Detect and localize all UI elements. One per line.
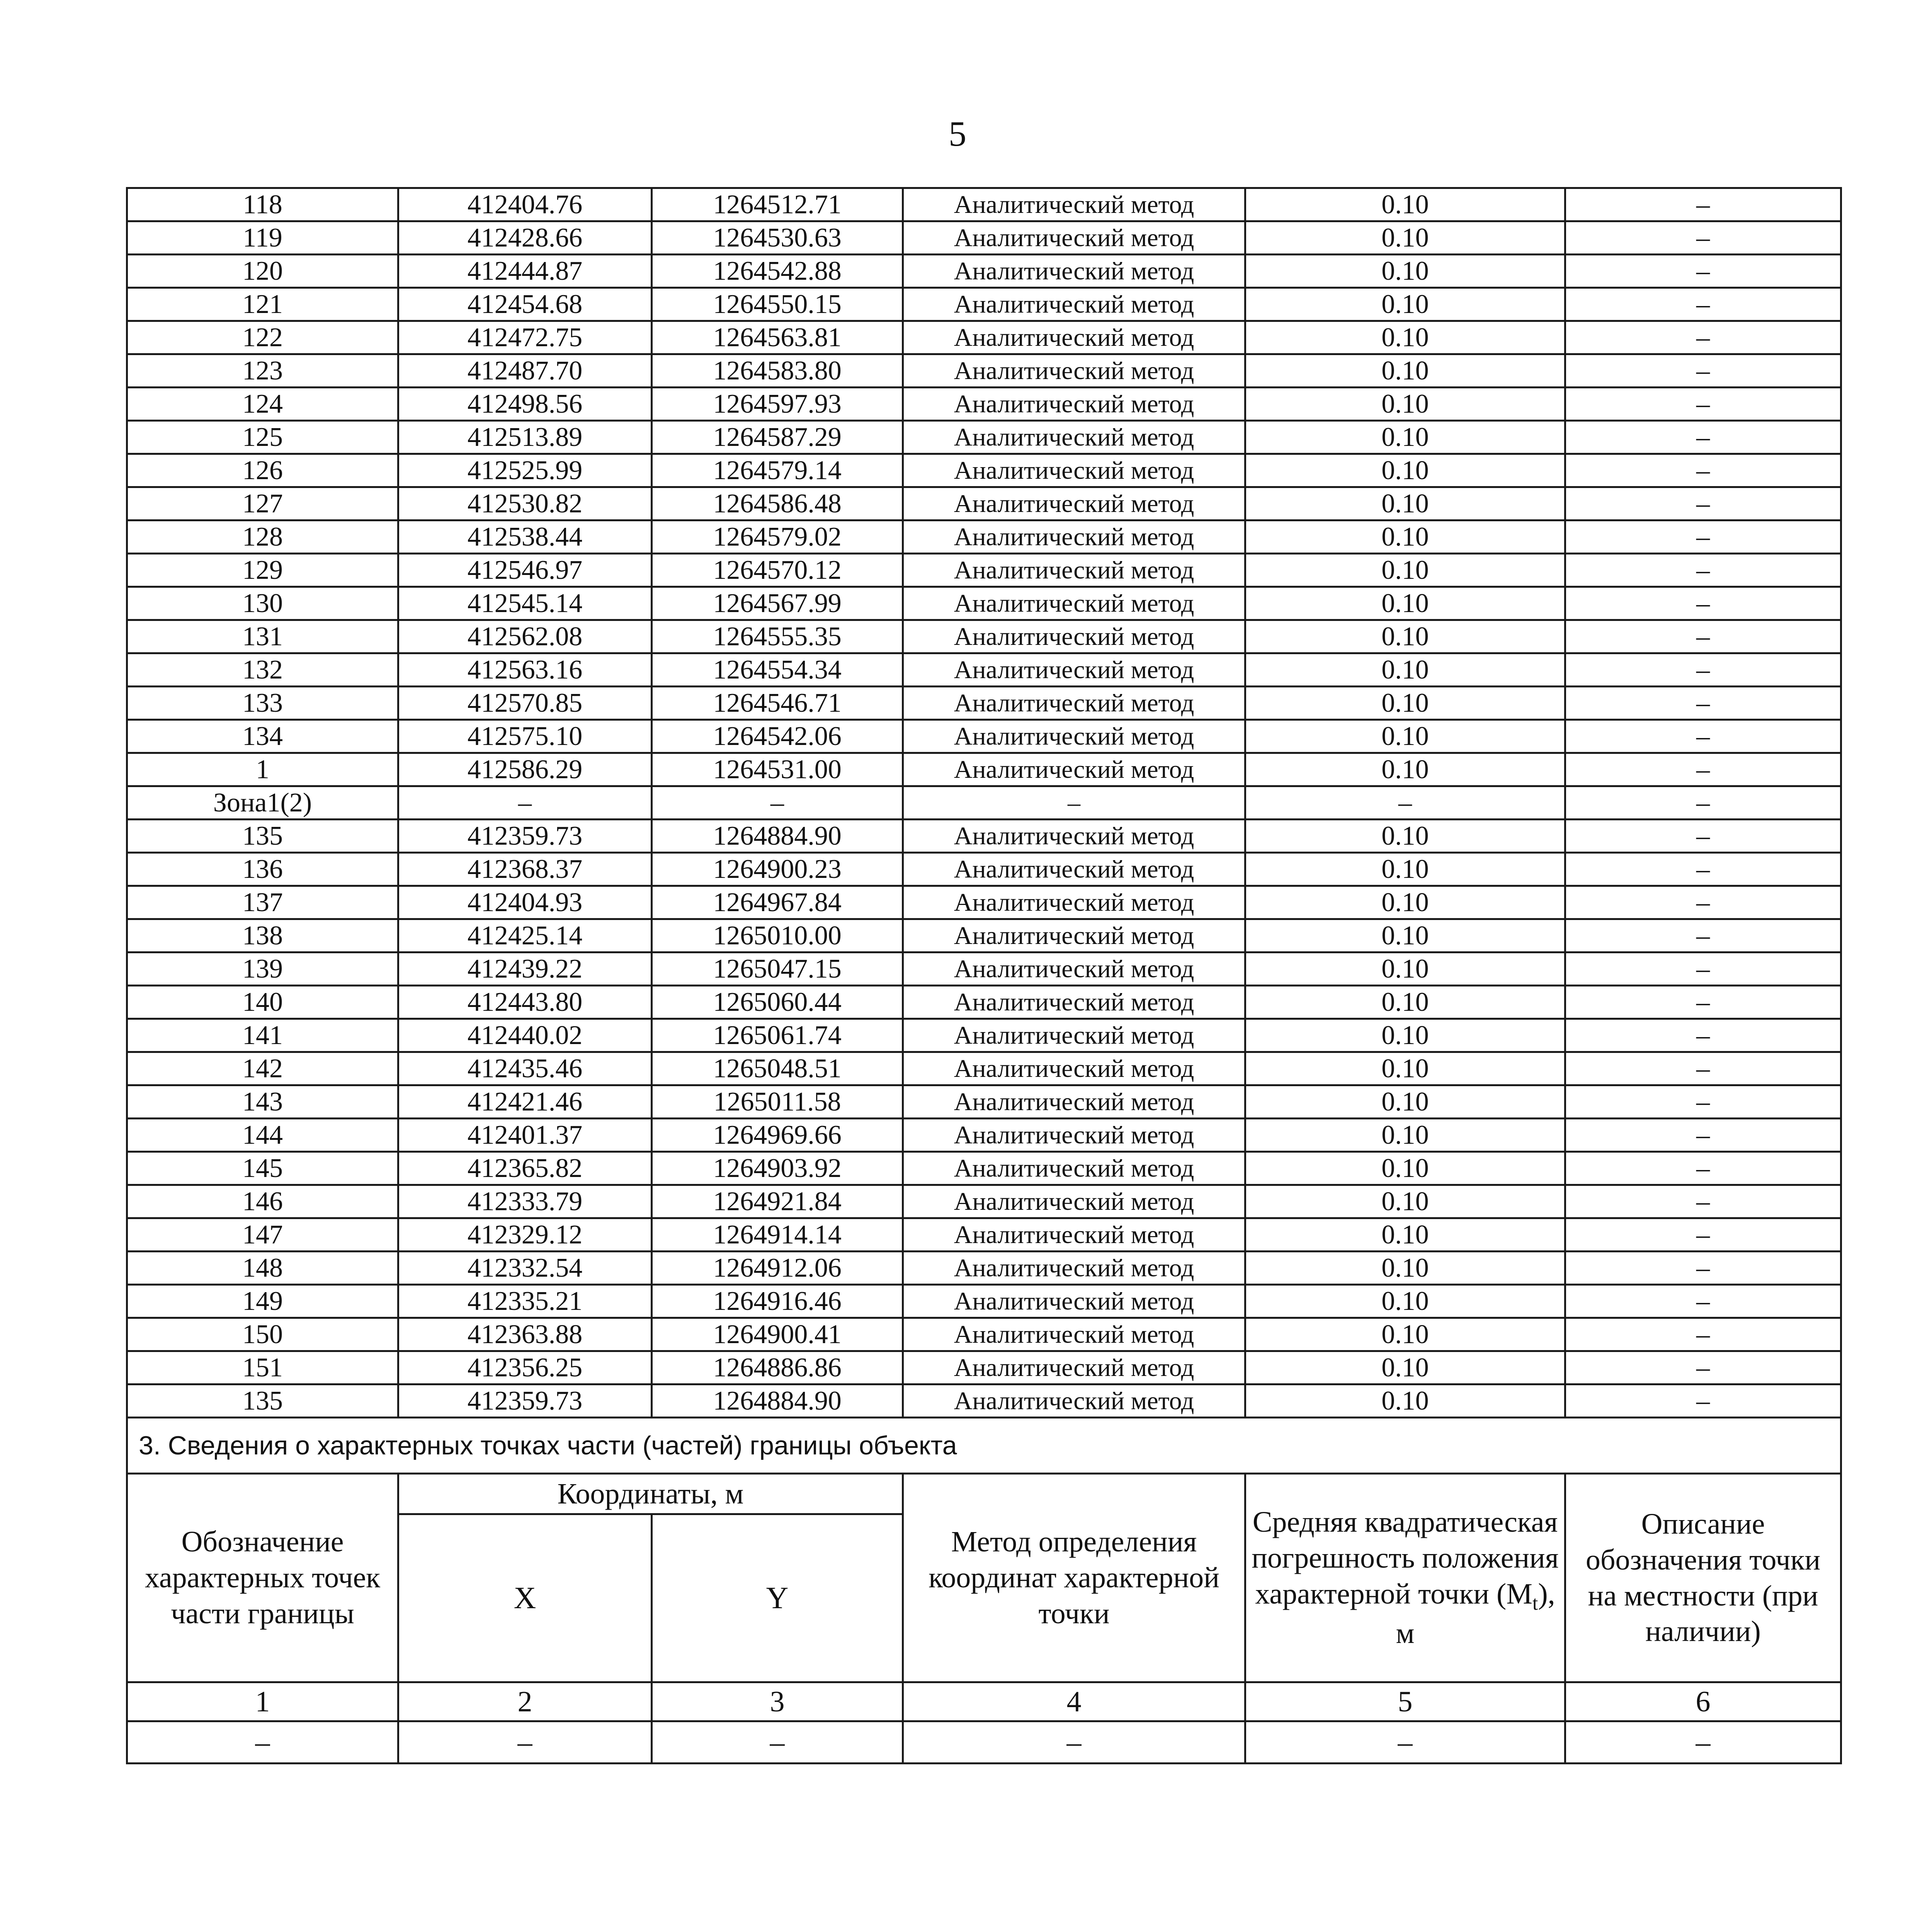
header-x: X (398, 1514, 652, 1682)
cell-y-coordinate: 1264969.66 (652, 1119, 903, 1152)
cell-error: 0.10 (1245, 554, 1565, 587)
cell-description: – (1565, 1218, 1841, 1252)
cell-description: – (1565, 1052, 1841, 1085)
cell-error: 0.10 (1245, 919, 1565, 952)
cell-error: 0.10 (1245, 1085, 1565, 1119)
cell-error: 0.10 (1245, 1218, 1565, 1252)
cell-x-coordinate: 412546.97 (398, 554, 652, 587)
cell-error: 0.10 (1245, 321, 1565, 354)
cell-method: Аналитический метод (903, 487, 1245, 520)
cell-y-coordinate: 1265010.00 (652, 919, 903, 952)
table-row (127, 753, 1841, 786)
cell-x-coordinate: 412363.88 (398, 1318, 652, 1351)
cell-point-id: 134 (127, 720, 398, 753)
cell-x-coordinate: 412404.93 (398, 886, 652, 919)
cell-point-id: 132 (127, 653, 398, 687)
cell-point-id: 128 (127, 520, 398, 554)
cell-description: – (1565, 786, 1841, 820)
cell-method: Аналитический метод (903, 720, 1245, 753)
table-row (127, 1085, 1841, 1119)
cell-x-coordinate: 412335.21 (398, 1285, 652, 1318)
header-point-designation: Обозначение характерных точек части границы (127, 1474, 398, 1682)
cell-point-id: 129 (127, 554, 398, 587)
cell-y-coordinate: 1264886.86 (652, 1351, 903, 1384)
cell-method: Аналитический метод (903, 753, 1245, 786)
cell-point-id: 150 (127, 1318, 398, 1351)
cell-description: – (1565, 221, 1841, 255)
cell-description: – (1565, 653, 1841, 687)
table-row (127, 687, 1841, 720)
table-row (127, 820, 1841, 853)
cell-y-coordinate: 1264586.48 (652, 487, 903, 520)
cell-method: Аналитический метод (903, 288, 1245, 321)
cell-point-id: 119 (127, 221, 398, 255)
table-row (127, 520, 1841, 554)
table-row (127, 354, 1841, 388)
cell-x-coordinate: 412562.08 (398, 620, 652, 653)
cell-y-coordinate: 1264916.46 (652, 1285, 903, 1318)
cell-point-id: 120 (127, 255, 398, 288)
cell-method: Аналитический метод (903, 886, 1245, 919)
cell-point-id: 148 (127, 1252, 398, 1285)
empty-cell-method: – (903, 1721, 1245, 1764)
cell-error: 0.10 (1245, 255, 1565, 288)
cell-description: – (1565, 986, 1841, 1019)
cell-point-id: 138 (127, 919, 398, 952)
cell-x-coordinate: 412444.87 (398, 255, 652, 288)
cell-y-coordinate: 1264531.00 (652, 753, 903, 786)
cell-y-coordinate: 1264550.15 (652, 288, 903, 321)
empty-cell-x: – (398, 1721, 652, 1764)
cell-x-coordinate: – (398, 786, 652, 820)
cell-description: – (1565, 952, 1841, 986)
table-row (127, 1119, 1841, 1152)
cell-error: 0.10 (1245, 1318, 1565, 1351)
cell-description: – (1565, 620, 1841, 653)
cell-method: Аналитический метод (903, 1152, 1245, 1185)
header-coordinates: Координаты, м (398, 1474, 903, 1514)
header-y: Y (652, 1514, 903, 1682)
cell-description: – (1565, 886, 1841, 919)
cell-error: 0.10 (1245, 820, 1565, 853)
cell-description: – (1565, 1351, 1841, 1384)
cell-point-id: 125 (127, 421, 398, 454)
cell-error: 0.10 (1245, 653, 1565, 687)
cell-method: Аналитический метод (903, 188, 1245, 221)
column-number-2: 2 (398, 1682, 652, 1721)
table-row (127, 288, 1841, 321)
cell-description: – (1565, 321, 1841, 354)
cell-point-id: 127 (127, 487, 398, 520)
cell-method: Аналитический метод (903, 1252, 1245, 1285)
cell-x-coordinate: 412404.76 (398, 188, 652, 221)
cell-x-coordinate: 412498.56 (398, 388, 652, 421)
cell-description: – (1565, 1119, 1841, 1152)
cell-x-coordinate: 412425.14 (398, 919, 652, 952)
cell-method: Аналитический метод (903, 1019, 1245, 1052)
cell-error: 0.10 (1245, 1351, 1565, 1384)
cell-error: 0.10 (1245, 753, 1565, 786)
column-number-6: 6 (1565, 1682, 1841, 1721)
cell-method: Аналитический метод (903, 1318, 1245, 1351)
cell-error: 0.10 (1245, 487, 1565, 520)
table-row (127, 1318, 1841, 1351)
cell-point-id: 151 (127, 1351, 398, 1384)
cell-error: 0.10 (1245, 886, 1565, 919)
cell-point-id: 135 (127, 1384, 398, 1418)
column-number-3: 3 (652, 1682, 903, 1721)
cell-x-coordinate: 412421.46 (398, 1085, 652, 1119)
table-row (127, 454, 1841, 487)
cell-method: Аналитический метод (903, 986, 1245, 1019)
cell-description: – (1565, 421, 1841, 454)
cell-point-id: 131 (127, 620, 398, 653)
cell-x-coordinate: 412329.12 (398, 1218, 652, 1252)
cell-x-coordinate: 412368.37 (398, 853, 652, 886)
table-row (127, 1384, 1841, 1418)
cell-description: – (1565, 1318, 1841, 1351)
cell-x-coordinate: 412365.82 (398, 1152, 652, 1185)
cell-y-coordinate: 1264579.02 (652, 520, 903, 554)
cell-error: 0.10 (1245, 620, 1565, 653)
cell-method: Аналитический метод (903, 1085, 1245, 1119)
cell-y-coordinate: 1264884.90 (652, 1384, 903, 1418)
cell-y-coordinate: 1264530.63 (652, 221, 903, 255)
table-row (127, 188, 1841, 221)
header-description: Описание обозначения точки на местности (при наличии) (1565, 1474, 1841, 1682)
table-row (127, 1285, 1841, 1318)
cell-method: Аналитический метод (903, 354, 1245, 388)
cell-point-id: 124 (127, 388, 398, 421)
header-error-unit: ), м (1396, 1577, 1555, 1650)
table-row (127, 255, 1841, 288)
column-number-1: 1 (127, 1682, 398, 1721)
section-3-title: 3. Сведения о характерных точках части (частей) границы объекта (127, 1418, 1841, 1474)
cell-y-coordinate: 1264570.12 (652, 554, 903, 587)
cell-point-id: 137 (127, 886, 398, 919)
cell-x-coordinate: 412487.70 (398, 354, 652, 388)
cell-method: Аналитический метод (903, 1218, 1245, 1252)
cell-y-coordinate: 1264555.35 (652, 620, 903, 653)
cell-method: Аналитический метод (903, 454, 1245, 487)
cell-x-coordinate: 412530.82 (398, 487, 652, 520)
table-row (127, 919, 1841, 952)
cell-y-coordinate: 1264583.80 (652, 354, 903, 388)
cell-y-coordinate: 1265048.51 (652, 1052, 903, 1085)
table-row (127, 1019, 1841, 1052)
cell-point-id: 143 (127, 1085, 398, 1119)
table-row (127, 720, 1841, 753)
table-row (127, 1052, 1841, 1085)
cell-y-coordinate: 1264912.06 (652, 1252, 903, 1285)
cell-description: – (1565, 1152, 1841, 1185)
cell-error: 0.10 (1245, 1285, 1565, 1318)
cell-point-id: 147 (127, 1218, 398, 1252)
cell-x-coordinate: 412401.37 (398, 1119, 652, 1152)
cell-method: Аналитический метод (903, 653, 1245, 687)
table-row (127, 487, 1841, 520)
cell-x-coordinate: 412332.54 (398, 1252, 652, 1285)
cell-description: – (1565, 1252, 1841, 1285)
cell-x-coordinate: 412538.44 (398, 520, 652, 554)
cell-point-id: 123 (127, 354, 398, 388)
cell-point-id: 126 (127, 454, 398, 487)
cell-error: 0.10 (1245, 587, 1565, 620)
empty-cell-error: – (1245, 1721, 1565, 1764)
cell-y-coordinate: 1265061.74 (652, 1019, 903, 1052)
cell-y-coordinate: 1264900.23 (652, 853, 903, 886)
cell-method: Аналитический метод (903, 388, 1245, 421)
cell-y-coordinate: 1264884.90 (652, 820, 903, 853)
cell-y-coordinate: 1264579.14 (652, 454, 903, 487)
cell-x-coordinate: 412586.29 (398, 753, 652, 786)
cell-method: Аналитический метод (903, 554, 1245, 587)
cell-x-coordinate: 412428.66 (398, 221, 652, 255)
cell-y-coordinate: 1264587.29 (652, 421, 903, 454)
column-number-5: 5 (1245, 1682, 1565, 1721)
cell-error: 0.10 (1245, 454, 1565, 487)
table-row (127, 986, 1841, 1019)
cell-y-coordinate: 1264903.92 (652, 1152, 903, 1185)
cell-method: Аналитический метод (903, 1285, 1245, 1318)
cell-method: Аналитический метод (903, 1052, 1245, 1085)
cell-description: – (1565, 388, 1841, 421)
cell-error: 0.10 (1245, 853, 1565, 886)
table-row (127, 421, 1841, 454)
cell-x-coordinate: 412545.14 (398, 587, 652, 620)
table-row (127, 952, 1841, 986)
cell-x-coordinate: 412359.73 (398, 1384, 652, 1418)
cell-x-coordinate: 412439.22 (398, 952, 652, 986)
cell-y-coordinate: 1264567.99 (652, 587, 903, 620)
cell-description: – (1565, 554, 1841, 587)
cell-error: 0.10 (1245, 221, 1565, 255)
cell-point-id: 133 (127, 687, 398, 720)
cell-error: 0.10 (1245, 520, 1565, 554)
cell-description: – (1565, 1185, 1841, 1218)
section-3 (127, 1418, 1841, 1764)
cell-description: – (1565, 1019, 1841, 1052)
table-row (127, 1218, 1841, 1252)
table-row (127, 1152, 1841, 1185)
cell-error: 0.10 (1245, 1152, 1565, 1185)
cell-y-coordinate: 1265060.44 (652, 986, 903, 1019)
cell-error: 0.10 (1245, 388, 1565, 421)
cell-description: – (1565, 288, 1841, 321)
cell-point-id: Зона1(2) (127, 786, 398, 820)
cell-description: – (1565, 1384, 1841, 1418)
cell-y-coordinate: – (652, 786, 903, 820)
cell-description: – (1565, 1085, 1841, 1119)
cell-y-coordinate: 1264542.88 (652, 255, 903, 288)
cell-error: 0.10 (1245, 720, 1565, 753)
cell-description: – (1565, 454, 1841, 487)
cell-error: 0.10 (1245, 1052, 1565, 1085)
cell-method: Аналитический метод (903, 221, 1245, 255)
cell-point-id: 149 (127, 1285, 398, 1318)
cell-x-coordinate: 412525.99 (398, 454, 652, 487)
cell-description: – (1565, 853, 1841, 886)
column-number-4: 4 (903, 1682, 1245, 1721)
table-row (127, 1185, 1841, 1218)
cell-point-id: 1 (127, 753, 398, 786)
cell-y-coordinate: 1264542.06 (652, 720, 903, 753)
table-row (127, 1351, 1841, 1384)
page-number: 5 (949, 114, 966, 153)
table-row (127, 853, 1841, 886)
cell-description: – (1565, 820, 1841, 853)
cell-error: 0.10 (1245, 1252, 1565, 1285)
cell-description: – (1565, 919, 1841, 952)
cell-point-id: 118 (127, 188, 398, 221)
cell-point-id: 144 (127, 1119, 398, 1152)
cell-x-coordinate: 412440.02 (398, 1019, 652, 1052)
empty-cell-y: – (652, 1721, 903, 1764)
table-row (127, 221, 1841, 255)
cell-y-coordinate: 1265047.15 (652, 952, 903, 986)
cell-x-coordinate: 412454.68 (398, 288, 652, 321)
empty-cell-point: – (127, 1721, 398, 1764)
empty-cell-description: – (1565, 1721, 1841, 1764)
cell-error: 0.10 (1245, 687, 1565, 720)
cell-method: Аналитический метод (903, 1384, 1245, 1418)
cell-error: – (1245, 786, 1565, 820)
cell-point-id: 146 (127, 1185, 398, 1218)
cell-x-coordinate: 412359.73 (398, 820, 652, 853)
cell-x-coordinate: 412435.46 (398, 1052, 652, 1085)
cell-error: 0.10 (1245, 1185, 1565, 1218)
header-method: Метод определения координат характерной точки (903, 1474, 1245, 1682)
header-error-subscript: t (1532, 1592, 1538, 1614)
cell-point-id: 141 (127, 1019, 398, 1052)
cell-method: Аналитический метод (903, 687, 1245, 720)
table-row (127, 620, 1841, 653)
cell-description: – (1565, 487, 1841, 520)
cell-error: 0.10 (1245, 188, 1565, 221)
table-row (127, 321, 1841, 354)
cell-x-coordinate: 412563.16 (398, 653, 652, 687)
cell-description: – (1565, 587, 1841, 620)
cell-y-coordinate: 1265011.58 (652, 1085, 903, 1119)
cell-method: Аналитический метод (903, 853, 1245, 886)
cell-point-id: 140 (127, 986, 398, 1019)
cell-method: – (903, 786, 1245, 820)
cell-error: 0.10 (1245, 288, 1565, 321)
cell-x-coordinate: 412575.10 (398, 720, 652, 753)
cell-method: Аналитический метод (903, 820, 1245, 853)
cell-error: 0.10 (1245, 1384, 1565, 1418)
cell-description: – (1565, 255, 1841, 288)
cell-y-coordinate: 1264597.93 (652, 388, 903, 421)
header-error (1245, 1474, 1565, 1682)
table-row (127, 388, 1841, 421)
cell-method: Аналитический метод (903, 1351, 1245, 1384)
cell-method: Аналитический метод (903, 952, 1245, 986)
cell-x-coordinate: 412333.79 (398, 1185, 652, 1218)
table-row (127, 554, 1841, 587)
cell-method: Аналитический метод (903, 255, 1245, 288)
cell-error: 0.10 (1245, 952, 1565, 986)
cell-x-coordinate: 412443.80 (398, 986, 652, 1019)
cell-y-coordinate: 1264914.14 (652, 1218, 903, 1252)
cell-point-id: 136 (127, 853, 398, 886)
cell-x-coordinate: 412472.75 (398, 321, 652, 354)
cell-x-coordinate: 412356.25 (398, 1351, 652, 1384)
cell-y-coordinate: 1264563.81 (652, 321, 903, 354)
cell-error: 0.10 (1245, 354, 1565, 388)
cell-method: Аналитический метод (903, 321, 1245, 354)
cell-method: Аналитический метод (903, 620, 1245, 653)
cell-x-coordinate: 412570.85 (398, 687, 652, 720)
cell-point-id: 122 (127, 321, 398, 354)
cell-point-id: 142 (127, 1052, 398, 1085)
boundary-points-table (126, 187, 1842, 1764)
cell-x-coordinate: 412513.89 (398, 421, 652, 454)
cell-point-id: 145 (127, 1152, 398, 1185)
cell-point-id: 121 (127, 288, 398, 321)
cell-y-coordinate: 1264900.41 (652, 1318, 903, 1351)
cell-y-coordinate: 1264921.84 (652, 1185, 903, 1218)
cell-method: Аналитический метод (903, 520, 1245, 554)
cell-method: Аналитический метод (903, 587, 1245, 620)
cell-y-coordinate: 1264554.34 (652, 653, 903, 687)
cell-point-id: 135 (127, 820, 398, 853)
cell-y-coordinate: 1264546.71 (652, 687, 903, 720)
cell-description: – (1565, 687, 1841, 720)
table-row (127, 786, 1841, 820)
cell-error: 0.10 (1245, 421, 1565, 454)
table-row (127, 886, 1841, 919)
header-error-text: Средняя квадратическая погрешность положения характерной точки (M (1252, 1506, 1559, 1610)
cell-description: – (1565, 188, 1841, 221)
cell-description: – (1565, 720, 1841, 753)
table-row (127, 587, 1841, 620)
cell-method: Аналитический метод (903, 919, 1245, 952)
cell-description: – (1565, 354, 1841, 388)
cell-error: 0.10 (1245, 1119, 1565, 1152)
cell-method: Аналитический метод (903, 1119, 1245, 1152)
cell-point-id: 130 (127, 587, 398, 620)
table-body (127, 188, 1841, 1418)
cell-y-coordinate: 1264967.84 (652, 886, 903, 919)
table-row (127, 1252, 1841, 1285)
cell-description: – (1565, 1285, 1841, 1318)
cell-description: – (1565, 520, 1841, 554)
cell-description: – (1565, 753, 1841, 786)
table-row (127, 653, 1841, 687)
cell-point-id: 139 (127, 952, 398, 986)
cell-method: Аналитический метод (903, 421, 1245, 454)
cell-y-coordinate: 1264512.71 (652, 188, 903, 221)
cell-error: 0.10 (1245, 1019, 1565, 1052)
cell-error: 0.10 (1245, 986, 1565, 1019)
cell-method: Аналитический метод (903, 1185, 1245, 1218)
